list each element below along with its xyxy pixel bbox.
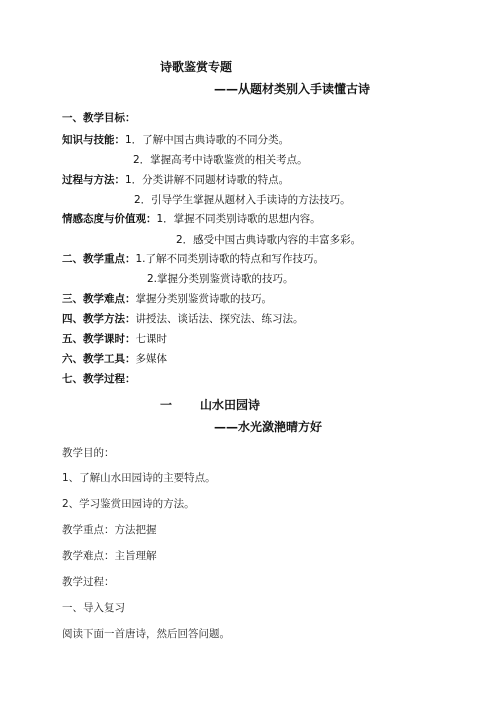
unit-title: 山水田园诗 — [200, 398, 261, 412]
review-heading: 一、导入复习 — [62, 602, 125, 614]
unit-heading — [160, 398, 260, 412]
key-points-label: 二、教学重点： — [62, 253, 136, 265]
class-hours-row — [62, 332, 167, 346]
section-objectives-heading: 一、教学目标： — [62, 112, 136, 124]
emotion-item-2: 2．感受中国古典诗歌内容的丰富多彩。 — [176, 234, 362, 246]
methods-label: 四、教学方法： — [62, 313, 136, 325]
key-points-item-2: 2.掌握分类别鉴赏诗歌的技巧。 — [147, 273, 294, 285]
emotion-item-1: 1．掌握不同类别诗歌的思想内容。 — [156, 213, 321, 225]
unit-number: 一 — [160, 398, 173, 412]
emotion-label: 情感态度与价值观： — [62, 213, 157, 225]
key-points-row — [62, 252, 324, 266]
doc-title: 诗歌鉴赏专题 — [160, 60, 233, 74]
process-row — [62, 173, 289, 187]
process-label-line: 教学过程： — [62, 576, 115, 588]
reading-instruction: 阅读下面一首唐诗，然后回答问题。 — [62, 628, 230, 640]
aim-item-2: 2、学习鉴赏田园诗的方法。 — [62, 498, 195, 510]
tools-text: 多媒体 — [135, 353, 167, 365]
process-label: 过程与方法： — [62, 174, 125, 186]
tools-row — [62, 352, 167, 366]
knowledge-label: 知识与技能： — [62, 134, 125, 146]
knowledge-row — [62, 133, 289, 147]
emotion-row — [62, 212, 321, 226]
unit-subtitle: ——水光潋滟晴方好 — [214, 420, 323, 434]
tools-label: 六、教学工具： — [62, 353, 136, 365]
difficulty-text: 掌握分类别鉴赏诗歌的技巧。 — [135, 293, 272, 305]
process-item-1: 1．分类讲解不同题材诗歌的特点。 — [125, 174, 290, 186]
aim-label: 教学目的： — [62, 447, 115, 459]
doc-subtitle: ——从题材类别入手读懂古诗 — [214, 82, 371, 96]
knowledge-item-1: 1．了解中国古典诗歌的不同分类。 — [125, 134, 290, 146]
key-point-line: 教学重点：方法把握 — [62, 524, 157, 536]
aim-item-1: 1、了解山水田园诗的主要特点。 — [62, 472, 216, 484]
knowledge-item-2: 2．掌握高考中诗歌鉴赏的相关考点。 — [133, 154, 308, 166]
difficulty-label: 三、教学难点： — [62, 293, 136, 305]
class-hours-text: 七课时 — [135, 333, 167, 345]
methods-row — [62, 312, 304, 326]
key-points-item-1: 1.了解不同类别诗歌的特点和写作技巧。 — [135, 253, 325, 265]
difficulty-row — [62, 292, 272, 306]
class-hours-label: 五、教学课时： — [62, 333, 136, 345]
process-item-2: 2．引导学生掌握从题材入手读诗的方法技巧。 — [134, 194, 351, 206]
methods-text: 讲授法、谈话法、探究法、练习法。 — [135, 313, 304, 325]
difficulty-line: 教学难点：主旨理解 — [62, 550, 157, 562]
teaching-process-heading: 七、教学过程： — [62, 373, 136, 385]
